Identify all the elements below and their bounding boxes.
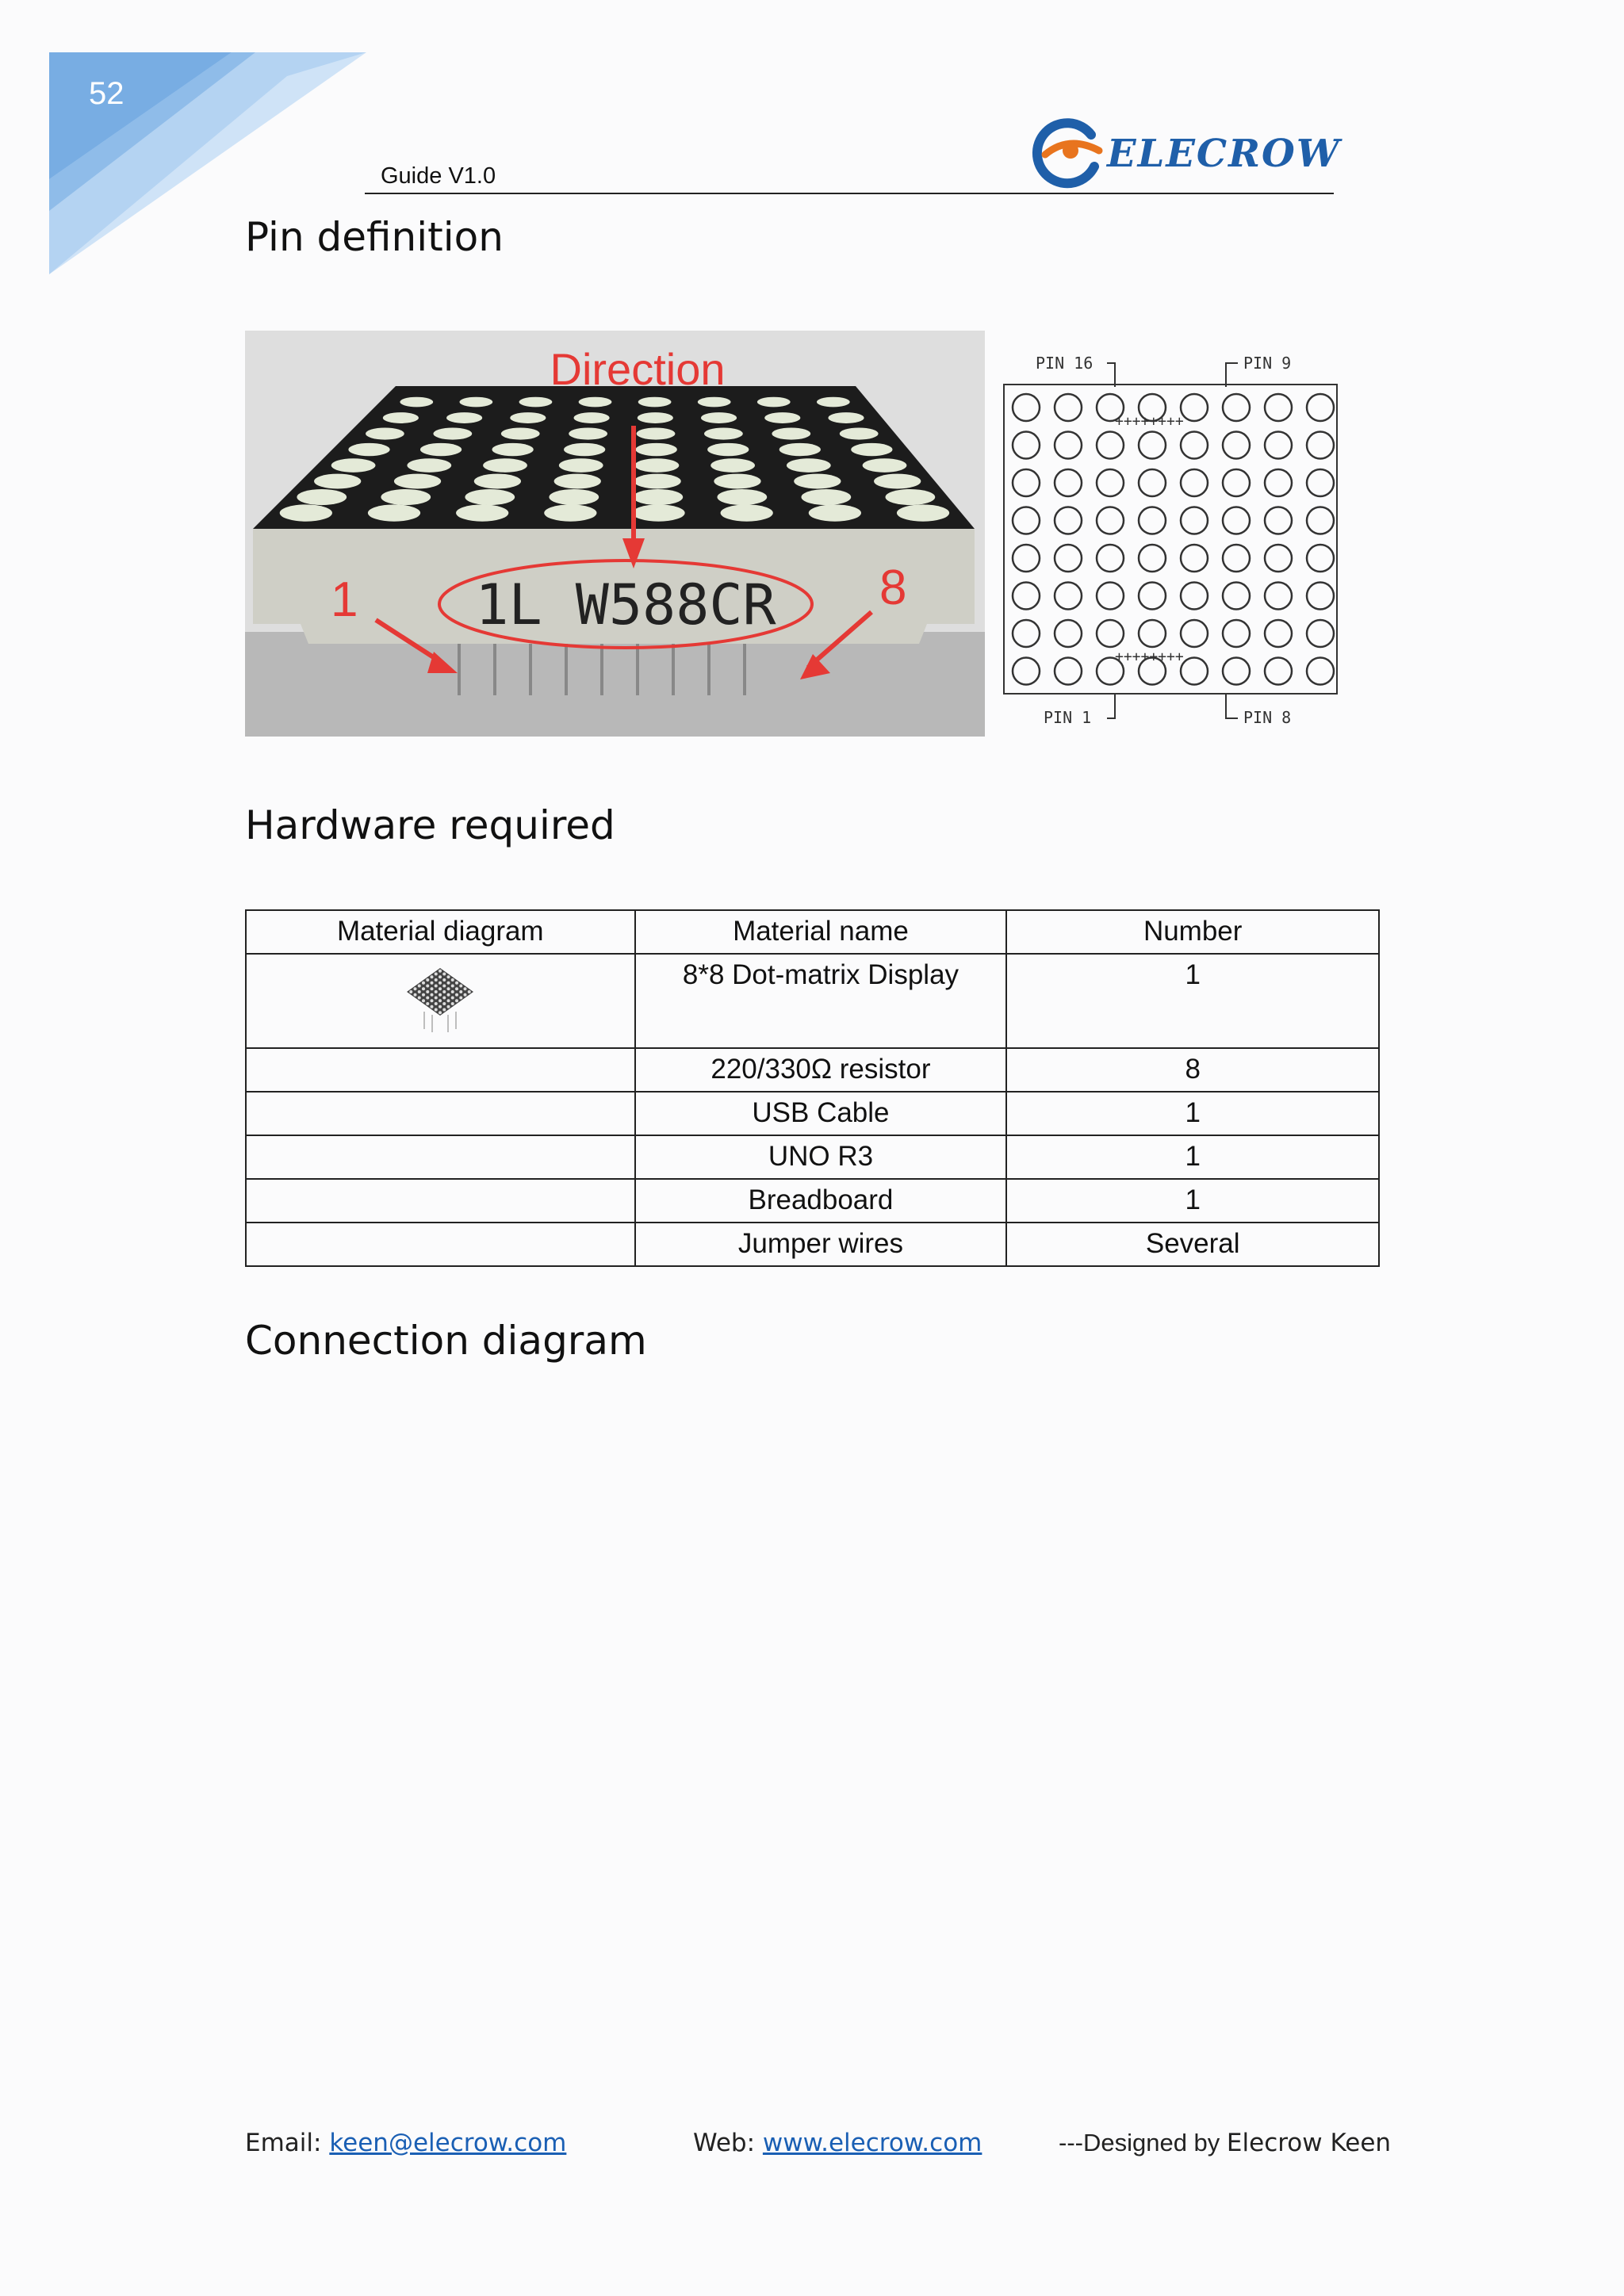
thumbnail-led — [435, 1002, 438, 1005]
led-dot — [519, 397, 553, 408]
thumbnail-led — [435, 990, 438, 993]
thumbnail-led — [443, 973, 446, 976]
material-diagram-cell — [246, 1179, 635, 1223]
pin16-label: PIN 16 — [1036, 354, 1094, 373]
thumbnail-led — [431, 993, 434, 997]
thumbnail-led — [451, 978, 454, 982]
led-dot — [636, 443, 677, 456]
led-dot — [721, 504, 773, 521]
led-dot — [707, 443, 749, 456]
table-header-cell: Number — [1006, 910, 1379, 954]
led-dot — [638, 412, 673, 423]
material-name-cell: UNO R3 — [635, 1135, 1007, 1179]
thumbnail-led — [460, 990, 463, 993]
led-dot — [764, 412, 800, 423]
pin-diagram-led — [1265, 394, 1292, 421]
direction-label: Direction — [550, 344, 726, 394]
thumbnail-led — [443, 978, 446, 982]
led-dot — [840, 427, 879, 439]
pin-diagram-led — [1013, 545, 1040, 572]
pin-diagram-led — [1055, 658, 1082, 685]
pin-diagram-led — [1181, 583, 1208, 610]
led-dot — [757, 397, 791, 408]
led-dot — [368, 504, 420, 521]
pin-diagram-led — [1223, 394, 1250, 421]
pin-diagram-led — [1139, 432, 1166, 459]
led-dot — [573, 412, 609, 423]
led-dot — [510, 412, 546, 423]
section-title-connection-diagram: Connection diagram — [245, 1318, 647, 1364]
thumbnail-led — [431, 1005, 434, 1008]
thumbnail-led — [460, 997, 463, 1000]
material-name-cell: USB Cable — [635, 1092, 1007, 1135]
led-dot — [704, 427, 743, 439]
thumbnail-led — [447, 987, 450, 990]
led-dot — [564, 443, 605, 456]
thumbnail-led — [451, 990, 454, 993]
pin9-label: PIN 9 — [1243, 354, 1292, 373]
thumbnail-led — [435, 997, 438, 1000]
pin-diagram-led — [1097, 583, 1124, 610]
thumbnail-led — [435, 973, 438, 976]
thumbnail-led — [447, 982, 450, 985]
thumbnail-led — [447, 975, 450, 978]
pin-diagram-led — [1307, 583, 1334, 610]
thumbnail-led — [439, 982, 442, 985]
pin-diagram-led — [1223, 469, 1250, 496]
material-number-cell: 8 — [1006, 1048, 1379, 1092]
dot-matrix-thumbnail — [400, 964, 480, 1035]
thumbnail-led — [418, 990, 421, 993]
led-dot — [400, 397, 433, 408]
thumbnail-led — [414, 993, 417, 997]
section-title-hardware-required: Hardware required — [245, 802, 615, 848]
thumbnail-led — [431, 987, 434, 990]
pin-diagram-led — [1307, 620, 1334, 647]
thumbnail-led — [435, 978, 438, 982]
led-dot — [420, 443, 462, 456]
led-dot — [559, 458, 603, 473]
pin-diagram-led — [1223, 620, 1250, 647]
table-header-cell: Material name — [635, 910, 1007, 954]
pin-diagram-led — [1097, 545, 1124, 572]
pin-diagram-led — [1265, 658, 1292, 685]
thumbnail-led — [451, 985, 454, 988]
pin-diagram-led — [1139, 545, 1166, 572]
web-label: Web: — [693, 2129, 763, 2157]
pin1-label: PIN 1 — [1044, 708, 1092, 727]
led-dot — [772, 427, 810, 439]
pin-diagram-led — [1013, 507, 1040, 534]
pin-diagram-led — [1307, 545, 1334, 572]
pin-diagram-led — [1055, 620, 1082, 647]
table-row — [246, 1223, 1379, 1266]
thumbnail-led — [422, 982, 425, 985]
pin-diagram-led — [1139, 620, 1166, 647]
thumbnail-led — [447, 1005, 450, 1008]
web-link[interactable]: www.elecrow.com — [762, 2129, 982, 2157]
led-dot — [331, 458, 376, 473]
led-dot — [456, 504, 508, 521]
pin-diagram-led — [1265, 545, 1292, 572]
material-number-cell: 1 — [1006, 1179, 1379, 1223]
thumbnail-led — [447, 999, 450, 1002]
pin-diagram-led — [1181, 658, 1208, 685]
pin-diagram-led — [1265, 583, 1292, 610]
thumbnail-led — [447, 993, 450, 997]
led-dot — [638, 397, 672, 408]
pin-diagram-led — [1097, 469, 1124, 496]
led-dot — [809, 504, 861, 521]
thumbnail-led — [422, 987, 425, 990]
led-dot — [717, 489, 767, 505]
material-name-cell: 220/330Ω resistor — [635, 1048, 1007, 1092]
material-number-cell: 1 — [1006, 1092, 1379, 1135]
led-dot — [635, 458, 680, 473]
pin-diagram-led — [1013, 583, 1040, 610]
material-number-cell: 1 — [1006, 1135, 1379, 1179]
led-dot — [297, 489, 347, 505]
led-dot — [794, 474, 841, 489]
model-marking: 1L W588CR — [475, 572, 776, 637]
pin-diagram-led — [1181, 507, 1208, 534]
thumbnail-led — [468, 990, 471, 993]
led-dot — [863, 458, 907, 473]
pin-diagram-led — [1013, 469, 1040, 496]
led-dot — [779, 443, 821, 456]
led-dot — [549, 489, 599, 505]
led-dot — [465, 489, 515, 505]
pin-diagram-led — [1055, 469, 1082, 496]
pin-diagram-led — [1013, 658, 1040, 685]
led-dot — [787, 458, 831, 473]
thumbnail-led — [464, 987, 467, 990]
material-diagram-cell — [246, 1223, 635, 1266]
material-diagram-cell — [246, 1135, 635, 1179]
led-dot — [459, 397, 492, 408]
thumbnail-led — [439, 1011, 442, 1014]
pin-diagram-led — [1013, 394, 1040, 421]
thumbnail-led — [455, 982, 458, 985]
led-dot — [383, 412, 419, 423]
material-number-cell: Several — [1006, 1223, 1379, 1266]
thumbnail-led — [443, 997, 446, 1000]
pin-diagram-led — [1055, 583, 1082, 610]
pin-diagram-led — [1265, 507, 1292, 534]
thumbnail-led — [439, 1005, 442, 1008]
thumbnail-led — [455, 987, 458, 990]
pin-diagram-led — [1307, 432, 1334, 459]
led-dot — [637, 427, 676, 439]
pin-diagram-led — [1307, 507, 1334, 534]
thumbnail-led — [427, 978, 430, 982]
thumbnail-led — [455, 993, 458, 997]
footer-web — [693, 2129, 982, 2157]
material-name-cell: Jumper wires — [635, 1223, 1007, 1266]
thumbnail-led — [439, 993, 442, 997]
logo-text: ELECROW — [1107, 132, 1341, 176]
led-dot — [433, 427, 472, 439]
pin-1-label: 1 — [331, 572, 358, 627]
led-dot — [579, 397, 612, 408]
thumbnail-led — [431, 999, 434, 1002]
table-row — [246, 1048, 1379, 1092]
led-dot — [314, 474, 361, 489]
thumbnail-led — [427, 1002, 430, 1005]
led-dot — [348, 443, 389, 456]
thumbnail-led — [427, 997, 430, 1000]
material-diagram-cell — [246, 1048, 635, 1092]
pin-diagram-led — [1181, 432, 1208, 459]
material-diagram-cell — [246, 954, 635, 1048]
thumbnail-led — [431, 982, 434, 985]
led-dot — [492, 443, 533, 456]
led-dot — [885, 489, 935, 505]
pin-diagram-led — [1265, 432, 1292, 459]
pin-diagram-led — [1097, 620, 1124, 647]
pin-diagram-led — [1223, 507, 1250, 534]
thumbnail-led — [443, 1008, 446, 1012]
elecrow-logo — [1029, 111, 1339, 190]
hardware-table — [245, 909, 1380, 1267]
pin-diagram-led — [1055, 545, 1082, 572]
pin-diagram-led — [1139, 583, 1166, 610]
led-dot — [633, 489, 683, 505]
pin-diagram-led — [1223, 583, 1250, 610]
thumbnail-led — [427, 985, 430, 988]
pin-diagram-led — [1181, 545, 1208, 572]
svg-text:++++++++: ++++++++ — [1115, 413, 1184, 430]
thumbnail-led — [451, 1002, 454, 1005]
thumbnail-led — [439, 987, 442, 990]
thumbnail-led — [443, 1002, 446, 1005]
table-row — [246, 954, 1379, 1048]
thumbnail-led — [451, 997, 454, 1000]
thumbnail-led — [418, 985, 421, 988]
pin-diagram-led — [1013, 620, 1040, 647]
pin-diagram-led — [1307, 394, 1334, 421]
pin-diagram-led — [1097, 432, 1124, 459]
pin-diagram-led — [1055, 394, 1082, 421]
led-dot — [381, 489, 431, 505]
pin-diagram-led — [1055, 432, 1082, 459]
guide-version-label: Guide V1.0 — [381, 163, 496, 189]
thumbnail-led — [455, 999, 458, 1002]
pin-diagram-led — [1223, 432, 1250, 459]
thumbnail-led — [439, 975, 442, 978]
table-header-cell: Material diagram — [246, 910, 635, 954]
pin-diagram-led — [1055, 507, 1082, 534]
pin-diagram-led — [1097, 507, 1124, 534]
pin-diagram-led — [1265, 620, 1292, 647]
thumbnail-led — [435, 985, 438, 988]
thumbnail-led — [410, 990, 413, 993]
thumbnail-led — [439, 999, 442, 1002]
pin-diagram-led — [1265, 469, 1292, 496]
thumbnail-led — [431, 975, 434, 978]
material-name-cell: 8*8 Dot-matrix Display — [635, 954, 1007, 1048]
thumbnail-led — [464, 993, 467, 997]
pin-8-label: 8 — [879, 561, 907, 615]
pin-diagram-led — [1181, 620, 1208, 647]
led-dot — [544, 504, 596, 521]
page-number: 52 — [89, 76, 124, 111]
pin-layout-diagram — [996, 341, 1345, 737]
led-dot — [851, 443, 892, 456]
pin-diagram-led — [1013, 432, 1040, 459]
led-dot — [710, 458, 755, 473]
footer-designed-by — [1059, 2129, 1391, 2157]
pin-diagram-led — [1307, 658, 1334, 685]
table-header-row — [246, 910, 1379, 954]
led-dot — [474, 474, 521, 489]
designer-name: Elecrow Keen — [1226, 2129, 1392, 2157]
designed-by-prefix: ---Designed by — [1059, 2129, 1227, 2156]
thumbnail-led — [414, 987, 417, 990]
led-dot — [569, 427, 607, 439]
led-matrix-photo — [245, 331, 985, 737]
led-dot — [801, 489, 851, 505]
thumbnail-led — [443, 990, 446, 993]
led-dot — [554, 474, 601, 489]
led-dot — [817, 397, 850, 408]
thumbnail-led — [422, 999, 425, 1002]
led-dot — [701, 412, 737, 423]
led-dot — [366, 427, 404, 439]
led-dot — [828, 412, 864, 423]
led-dot — [394, 474, 441, 489]
email-link[interactable]: keen@elecrow.com — [329, 2129, 567, 2157]
led-dot — [632, 504, 684, 521]
pin-diagram-led — [1181, 394, 1208, 421]
led-dot — [407, 458, 451, 473]
header-divider — [365, 193, 1334, 194]
led-dot — [501, 427, 540, 439]
thumbnail-led — [439, 970, 442, 973]
led-dot — [483, 458, 527, 473]
pin-diagram-led — [1223, 658, 1250, 685]
elecrow-logo-icon — [1029, 111, 1109, 190]
led-dot — [714, 474, 760, 489]
thumbnail-led — [435, 1008, 438, 1012]
material-number-cell: 1 — [1006, 954, 1379, 1048]
table-row — [246, 1092, 1379, 1135]
section-title-pin-definition: Pin definition — [245, 214, 504, 260]
email-label: Email: — [245, 2129, 330, 2157]
pin-diagram-led — [1139, 507, 1166, 534]
led-dot — [280, 504, 332, 521]
led-dot — [446, 412, 482, 423]
thumbnail-led — [418, 997, 421, 1000]
led-dot — [634, 474, 680, 489]
svg-text:++++++++: ++++++++ — [1115, 649, 1184, 665]
material-diagram-cell — [246, 1092, 635, 1135]
table-row — [246, 1179, 1379, 1223]
pin-diagram-led — [1181, 469, 1208, 496]
table-row — [246, 1135, 1379, 1179]
thumbnail-led — [443, 985, 446, 988]
led-dot — [698, 397, 731, 408]
led-dot — [897, 504, 949, 521]
pin-diagram-led — [1223, 545, 1250, 572]
thumbnail-led — [427, 990, 430, 993]
pin-diagram-led — [1307, 469, 1334, 496]
thumbnail-led — [422, 993, 425, 997]
footer-email — [245, 2129, 566, 2157]
led-dot — [874, 474, 921, 489]
thumbnail-led — [460, 985, 463, 988]
material-name-cell: Breadboard — [635, 1179, 1007, 1223]
pin8-label: PIN 8 — [1243, 708, 1292, 727]
pin-diagram-led — [1139, 469, 1166, 496]
